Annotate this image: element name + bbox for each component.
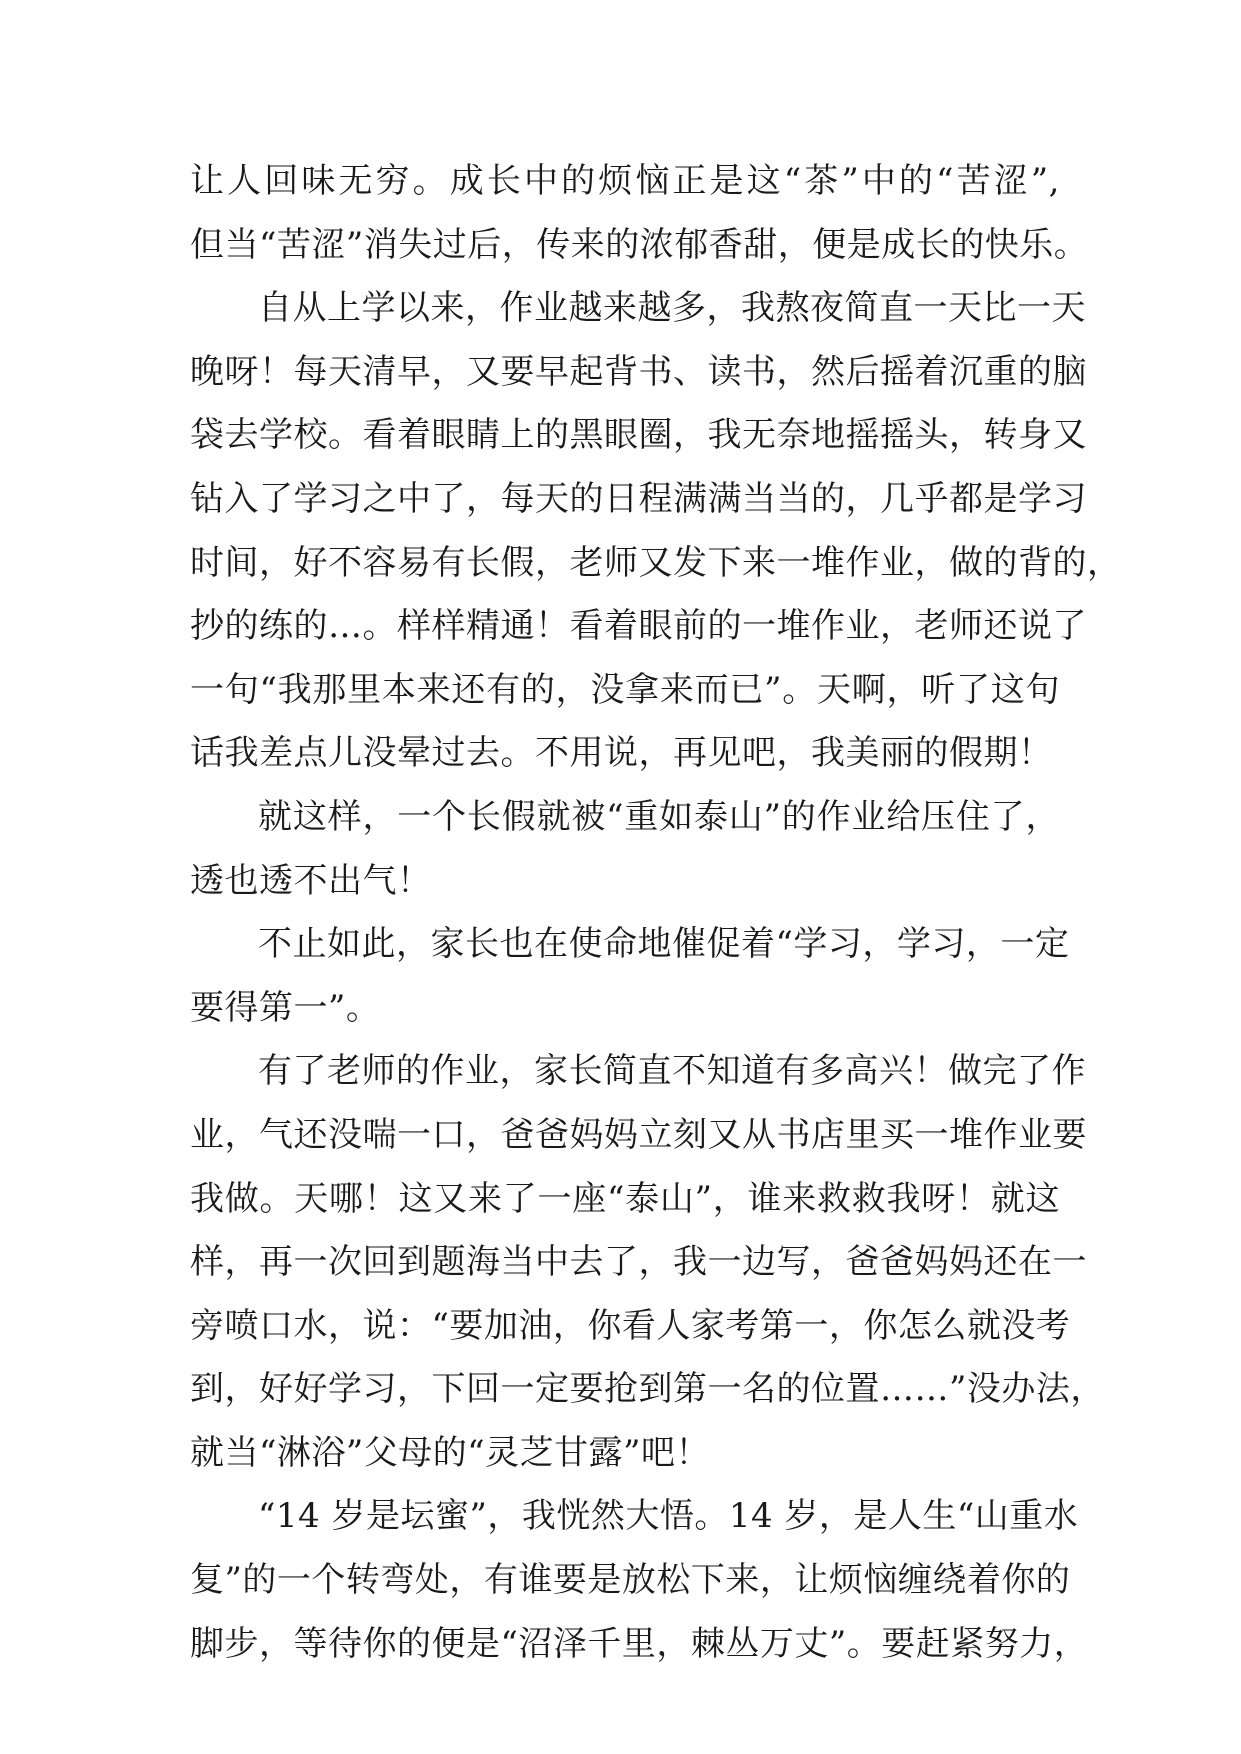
text-line: 晚呀！每天清早，又要早起背书、读书，然后摇着沉重的脑 (190, 351, 1087, 392)
text-line: 我做。天哪！这又来了一座“泰山”，谁来救救我呀！就这 (190, 1178, 1060, 1219)
document-body (190, 150, 1122, 1676)
text-line: 样，再一次回到题海当中去了，我一边写，爸爸妈妈还在一 (190, 1242, 1087, 1283)
text-line: 话我差点儿没晕过去。不用说，再见吧，我美丽的假期！ (190, 733, 1053, 774)
text-line: 到，好好学习，下回一定要抢到第一名的位置……”没办法， (190, 1369, 1105, 1410)
paragraph-first-line: 不止如此，家长也在使命地催促着“学习，学习，一定 (258, 924, 1070, 965)
text-line: 就当“淋浴”父母的“灵芝甘露”吧！ (190, 1432, 711, 1473)
text-line: 要得第一”。 (190, 987, 381, 1028)
text-line: 袋去学校。看着眼睛上的黑眼圈，我无奈地摇摇头，转身又 (190, 415, 1087, 456)
text-line: 透也透不出气！ (190, 860, 432, 901)
text-line: 钻入了学习之中了，每天的日程满满当当的，几乎都是学习 (190, 478, 1087, 519)
paragraph-first-line: 就这样，一个长假就被“重如泰山”的作业给压住了， (258, 796, 1060, 837)
text-line: 一句“我那里本来还有的，没拿来而已”。天啊，听了这句 (190, 669, 1060, 710)
paragraph-first-line: “14 岁是坛蜜”，我恍然大悟。14 岁，是人生“山重水 (258, 1496, 1079, 1537)
text-line: 让人回味无穷。成长中的烦恼正是这“茶”中的“苦涩”, (190, 161, 1060, 201)
text-line: 抄的练的…。样样精通！看着眼前的一堆作业，老师还说了 (190, 606, 1087, 647)
text-line: 时间，好不容易有长假，老师又发下来一堆作业，做的背的， (190, 542, 1122, 583)
text-line: 复”的一个转弯处，有谁要是放松下来，让烦恼缠绕着你的 (190, 1560, 1071, 1601)
text-line: 旁喷口水，说：“要加油，你看人家考第一，你怎么就没考 (190, 1305, 1071, 1346)
text-line: 业，气还没喘一口，爸爸妈妈立刻又从书店里买一堆作业要 (190, 1114, 1087, 1155)
paragraph-first-line: 有了老师的作业，家长简直不知道有多高兴！做完了作 (258, 1051, 1086, 1092)
text-line: 但当“苦涩”消失过后，传来的浓郁香甜，便是成长的快乐。 (190, 224, 1089, 265)
text-line: 脚步，等待你的便是“沼泽千里，棘丛万丈”。要赶紧努力， (190, 1623, 1089, 1664)
paragraph-first-line: 自从上学以来，作业越来越多，我熬夜简直一天比一天 (258, 288, 1086, 329)
